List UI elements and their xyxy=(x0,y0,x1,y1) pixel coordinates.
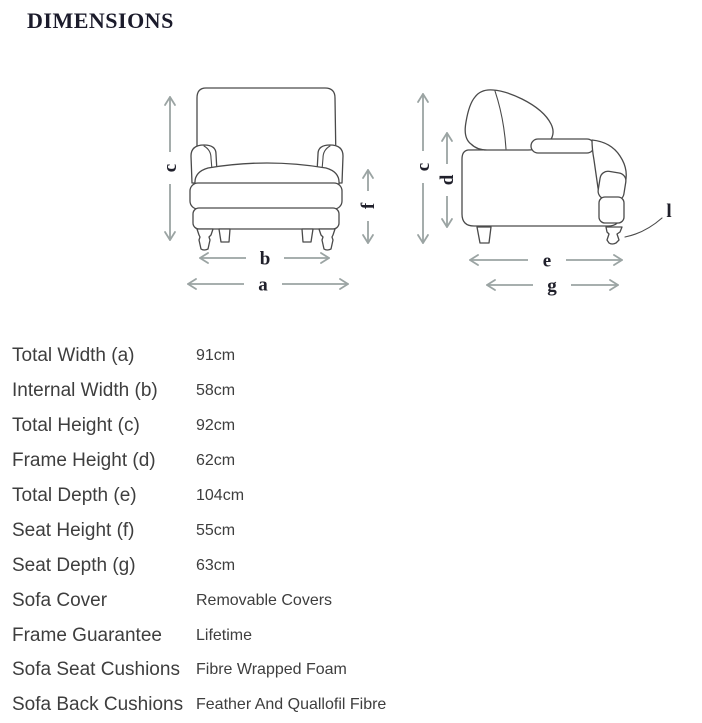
armchair-front-view-sketch xyxy=(190,88,343,250)
spec-row-sofa-cover xyxy=(0,583,702,618)
spec-row-back-cushions xyxy=(0,688,702,723)
spec-label: Internal Width (b) xyxy=(12,380,158,402)
spec-label: Total Height (c) xyxy=(12,415,140,437)
spec-row-total-width xyxy=(0,339,702,374)
dim-label-d: d xyxy=(437,174,458,186)
spec-label: Seat Depth (g) xyxy=(12,554,136,576)
spec-label: Sofa Back Cushions xyxy=(12,694,184,716)
spec-value: 62cm xyxy=(196,452,236,470)
spec-row-seat-height xyxy=(0,513,702,548)
armchair-side-view-sketch xyxy=(462,90,662,244)
spec-label: Frame Height (d) xyxy=(12,450,156,472)
dim-label-a: a xyxy=(258,274,268,296)
spec-row-total-height xyxy=(0,409,702,444)
spec-value: 58cm xyxy=(196,382,236,400)
leg-pointer-line xyxy=(625,218,662,237)
spec-value: 104cm xyxy=(196,487,245,504)
spec-row-total-depth xyxy=(0,479,702,514)
spec-label: Seat Height (f) xyxy=(12,519,135,541)
spec-row-internal-width xyxy=(0,374,702,409)
spec-label: Frame Guarantee xyxy=(12,624,162,646)
spec-value: Lifetime xyxy=(196,626,253,644)
dim-label-b: b xyxy=(259,248,271,270)
spec-label: Sofa Seat Cushions xyxy=(12,659,180,681)
spec-row-seat-cushions xyxy=(0,653,702,688)
spec-label: Total Width (a) xyxy=(12,345,135,367)
dim-label-l: l xyxy=(666,201,672,222)
dimensions-diagram xyxy=(0,75,702,310)
dim-label-c-front: c xyxy=(160,163,181,173)
spec-value: 92cm xyxy=(196,417,236,435)
spec-row-frame-guarantee xyxy=(0,618,702,653)
spec-value: Fibre Wrapped Foam xyxy=(196,661,347,679)
spec-value: Removable Covers xyxy=(196,591,333,609)
dim-label-f: f xyxy=(358,202,379,210)
spec-label: Total Depth (e) xyxy=(12,485,137,506)
spec-value: 55cm xyxy=(196,521,236,539)
spec-value: 91cm xyxy=(196,347,236,365)
spec-label: Sofa Cover xyxy=(12,589,108,611)
page-title: DIMENSIONS xyxy=(27,8,174,33)
spec-row-frame-height xyxy=(0,444,702,479)
specs-table xyxy=(0,339,702,723)
dim-label-c-side: c xyxy=(413,162,434,172)
spec-row-seat-depth xyxy=(0,548,702,583)
spec-value: Feather And Quallofil Fibre xyxy=(196,696,387,714)
dim-label-g: g xyxy=(547,275,557,297)
dim-label-e: e xyxy=(542,250,552,272)
spec-value: 63cm xyxy=(196,556,236,574)
